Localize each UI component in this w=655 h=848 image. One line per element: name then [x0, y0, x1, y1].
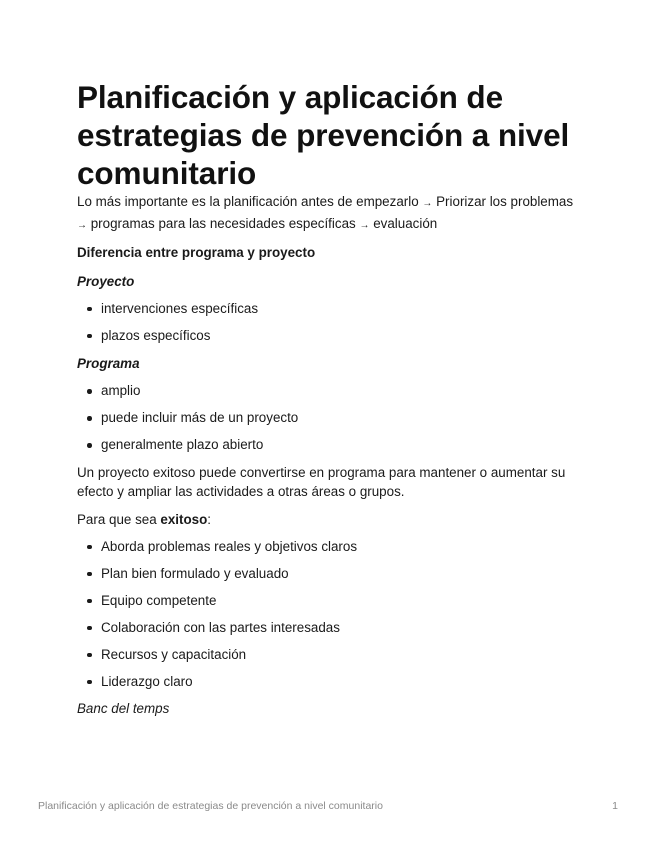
arrow-icon: →	[359, 219, 370, 231]
page-title: Planificación y aplicación de estrategias de prevención a nivel comunitario	[77, 79, 570, 191]
success-intro	[77, 510, 582, 530]
document-page	[77, 78, 582, 719]
list-item: Aborda problemas reales y objetivos claros	[77, 537, 582, 557]
intro-part-1: Lo más importante es la planificación antes de empezarlo	[77, 194, 419, 209]
proyecto-list	[77, 299, 582, 346]
list-item: amplio	[77, 381, 582, 401]
programa-list	[77, 381, 582, 455]
list-item: plazos específicos	[77, 326, 582, 346]
arrow-icon: →	[77, 219, 87, 231]
intro-part-3: programas para las necesidades específicas	[90, 215, 356, 231]
list-item: Equipo competente	[77, 591, 582, 611]
list-item: Liderazgo claro	[77, 672, 582, 692]
success-suffix: :	[207, 511, 212, 527]
list-item: Colaboración con las partes interesadas	[77, 618, 582, 638]
success-prefix: Para que sea	[77, 511, 161, 527]
difference-heading: Diferencia entre programa y proyecto	[77, 245, 316, 260]
list-item: generalmente plazo abierto	[77, 435, 582, 455]
list-item: Recursos y capacitación	[77, 645, 582, 665]
page-footer	[38, 800, 618, 812]
success-list	[77, 537, 582, 692]
arrow-icon: →	[422, 198, 433, 209]
closing-text: Banc del temps	[77, 701, 170, 716]
proyecto-heading: Proyecto	[77, 273, 135, 289]
intro-part-2: Priorizar los problemas	[436, 194, 574, 209]
body-paragraph: Un proyecto exitoso puede convertirse en programa para mantener o aumentar su efecto y ampliar las actividades a otras áreas o grupos.	[77, 464, 566, 499]
list-item: Plan bien formulado y evaluado	[77, 564, 582, 584]
intro-paragraph	[77, 192, 582, 235]
intro-part-4: evaluación	[373, 215, 438, 231]
success-bold: exitoso	[160, 511, 208, 527]
programa-heading: Programa	[77, 356, 140, 371]
page-number: 1	[612, 800, 618, 812]
footer-text: Planificación y aplicación de estrategias de prevención a nivel comunitario	[38, 800, 383, 812]
list-item: intervenciones específicas	[77, 299, 582, 319]
list-item: puede incluir más de un proyecto	[77, 408, 582, 428]
